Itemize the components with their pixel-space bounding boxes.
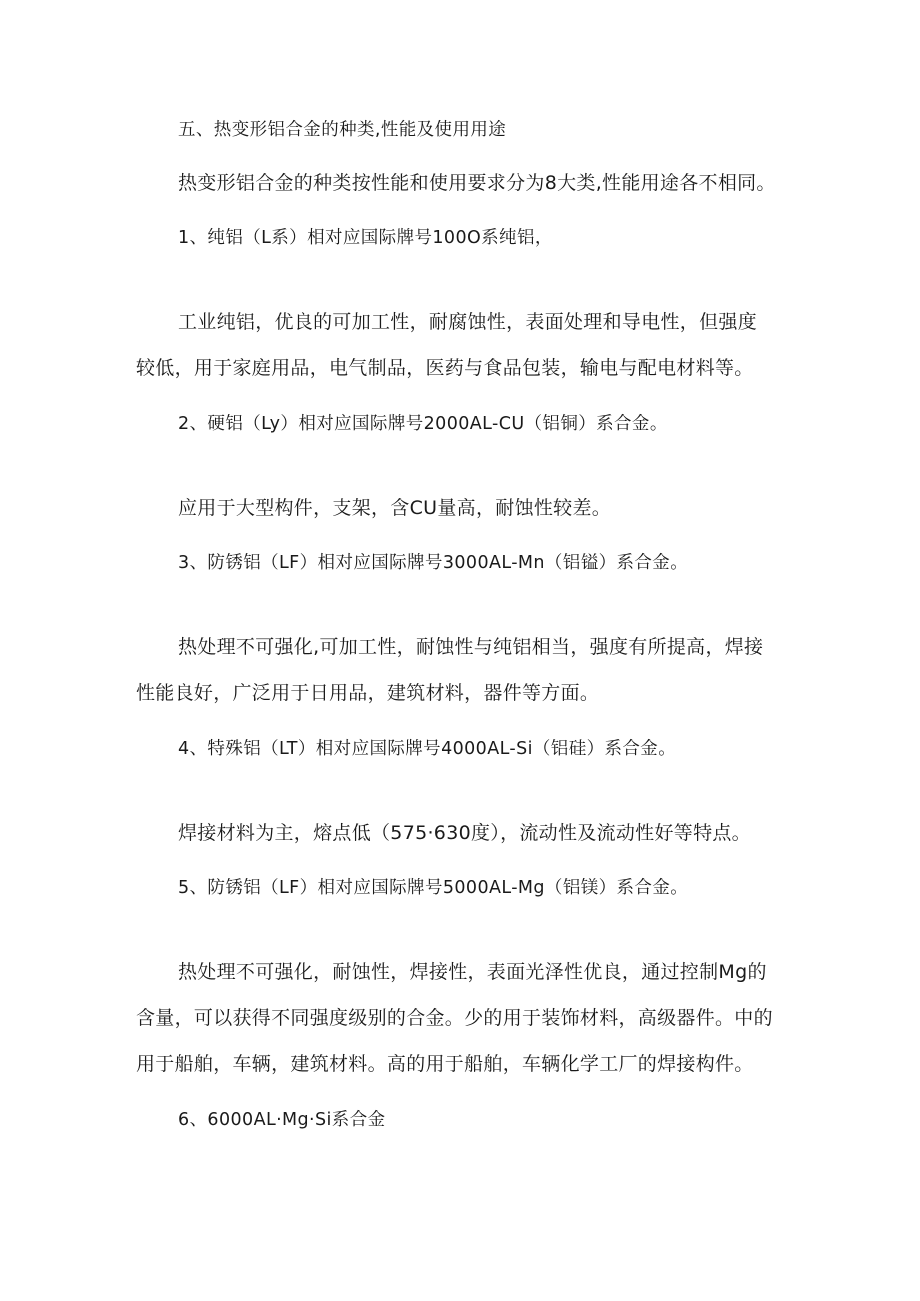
intro-paragraph: 热变形铝合金的种类按性能和使用要求分为8大类,性能用途各不相同。 bbox=[178, 172, 776, 194]
item-2-heading: 2、硬铝（Ly）相对应国际牌号2000AL-CU（铝铜）系合金。 bbox=[178, 414, 668, 434]
item-2-desc-line-1: 应用于大型构件，支架，含CU量高，耐蚀性较差。 bbox=[178, 497, 612, 519]
item-3-desc-line-1: 热处理不可强化,可加工性，耐蚀性与纯铝相当，强度有所提高，焊接 bbox=[178, 636, 764, 658]
item-4-desc-line-1: 焊接材料为主，熔点低（575·630度），流动性及流动性好等特点。 bbox=[178, 822, 751, 844]
item-3-desc-line-2: 性能良好，广泛用于日用品，建筑材料，器件等方面。 bbox=[136, 682, 600, 704]
item-5-desc-line-1: 热处理不可强化，耐蚀性，焊接性，表面光泽性优良，通过控制Mg的 bbox=[178, 961, 767, 983]
item-5-heading: 5、防锈铝（LF）相对应国际牌号5000AL-Mg（铝镁）系合金。 bbox=[178, 878, 689, 898]
item-1-desc-line-2: 较低，用于家庭用品，电气制品，医药与食品包装，输电与配电材料等。 bbox=[136, 357, 754, 379]
item-5-desc-line-3: 用于船舶，车辆，建筑材料。高的用于船舶，车辆化学工厂的焊接构件。 bbox=[136, 1053, 754, 1075]
item-6-heading: 6、6000AL·Mg·Si系合金 bbox=[178, 1110, 386, 1130]
section-title: 五、热变形铝合金的种类,性能及使用用途 bbox=[178, 120, 507, 140]
item-4-heading: 4、特殊铝（LT）相对应国际牌号4000AL-Si（铝硅）系合金。 bbox=[178, 739, 677, 759]
item-1-heading: 1、纯铝（L系）相对应国际牌号100O系纯铝， bbox=[178, 228, 553, 248]
item-5-desc-line-2: 含量，可以获得不同强度级别的合金。少的用于装饰材料，高级器件。中的 bbox=[136, 1007, 773, 1029]
item-3-heading: 3、防锈铝（LF）相对应国际牌号3000AL-Mn（铝镒）系合金。 bbox=[178, 553, 689, 573]
item-1-desc-line-1: 工业纯铝，优良的可加工性，耐腐蚀性，表面处理和导电性，但强度 bbox=[178, 311, 758, 333]
